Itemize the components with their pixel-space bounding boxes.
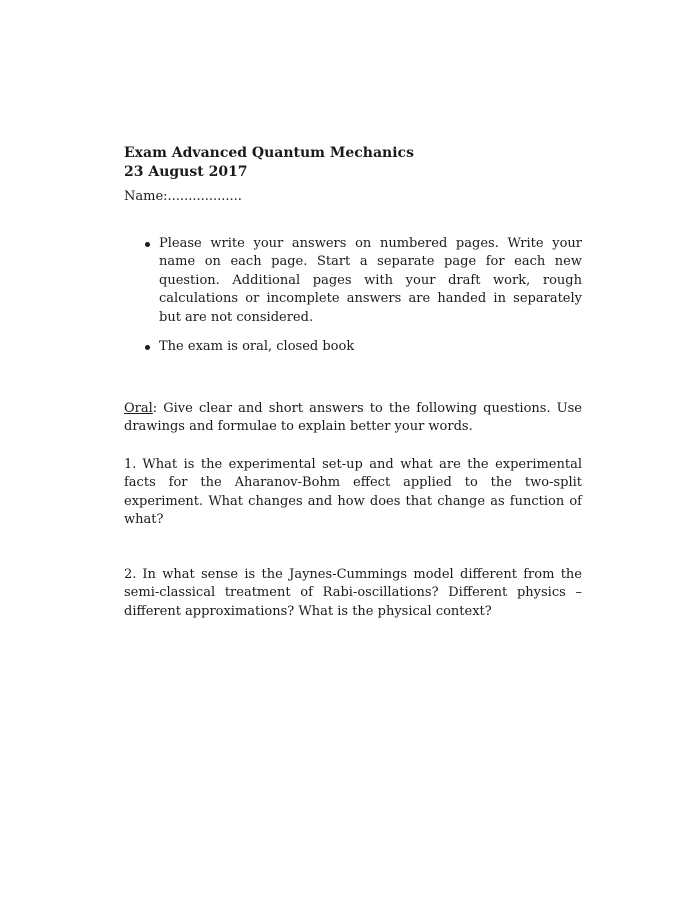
oral-instructions [124, 400, 582, 437]
exam-title: Exam Advanced Quantum Mechanics [124, 145, 414, 161]
instruction-item [142, 235, 582, 327]
instruction-text: The exam is oral, closed book [159, 339, 355, 355]
instruction-text: Please write your answers on numbered pages. Write your name on each page. Start a separate page for each new question. Additional pages with your draft work, rough calculations or incomplete answers are handed in separately but are not considered. [159, 236, 582, 325]
question-number: 2. [124, 567, 137, 582]
bullet-icon [145, 242, 150, 247]
oral-text: : Give clear and short answers to the following questions. Use drawings and formulae to explain better your words. [124, 401, 582, 435]
question-1 [124, 456, 582, 530]
question-text: What is the experimental set-up and what are the experimental facts for the Aharanov-Bohm effect applied to the two-split experiment. What changes and how does that change as function of what? [124, 457, 582, 528]
instructions-list [142, 235, 582, 367]
name-field-label: Name:.................. [124, 189, 242, 204]
exam-date: 23 August 2017 [124, 164, 248, 180]
question-2 [124, 566, 582, 621]
oral-label: Oral [124, 401, 153, 416]
question-text: In what sense is the Jaynes-Cummings model different from the semi-classical treatment of Rabi-oscillations? Different physics – different approximations? What is the physical context? [124, 567, 582, 619]
exam-header [124, 144, 584, 206]
instruction-item [142, 338, 582, 356]
question-number: 1. [124, 457, 137, 472]
bullet-icon [145, 345, 150, 350]
